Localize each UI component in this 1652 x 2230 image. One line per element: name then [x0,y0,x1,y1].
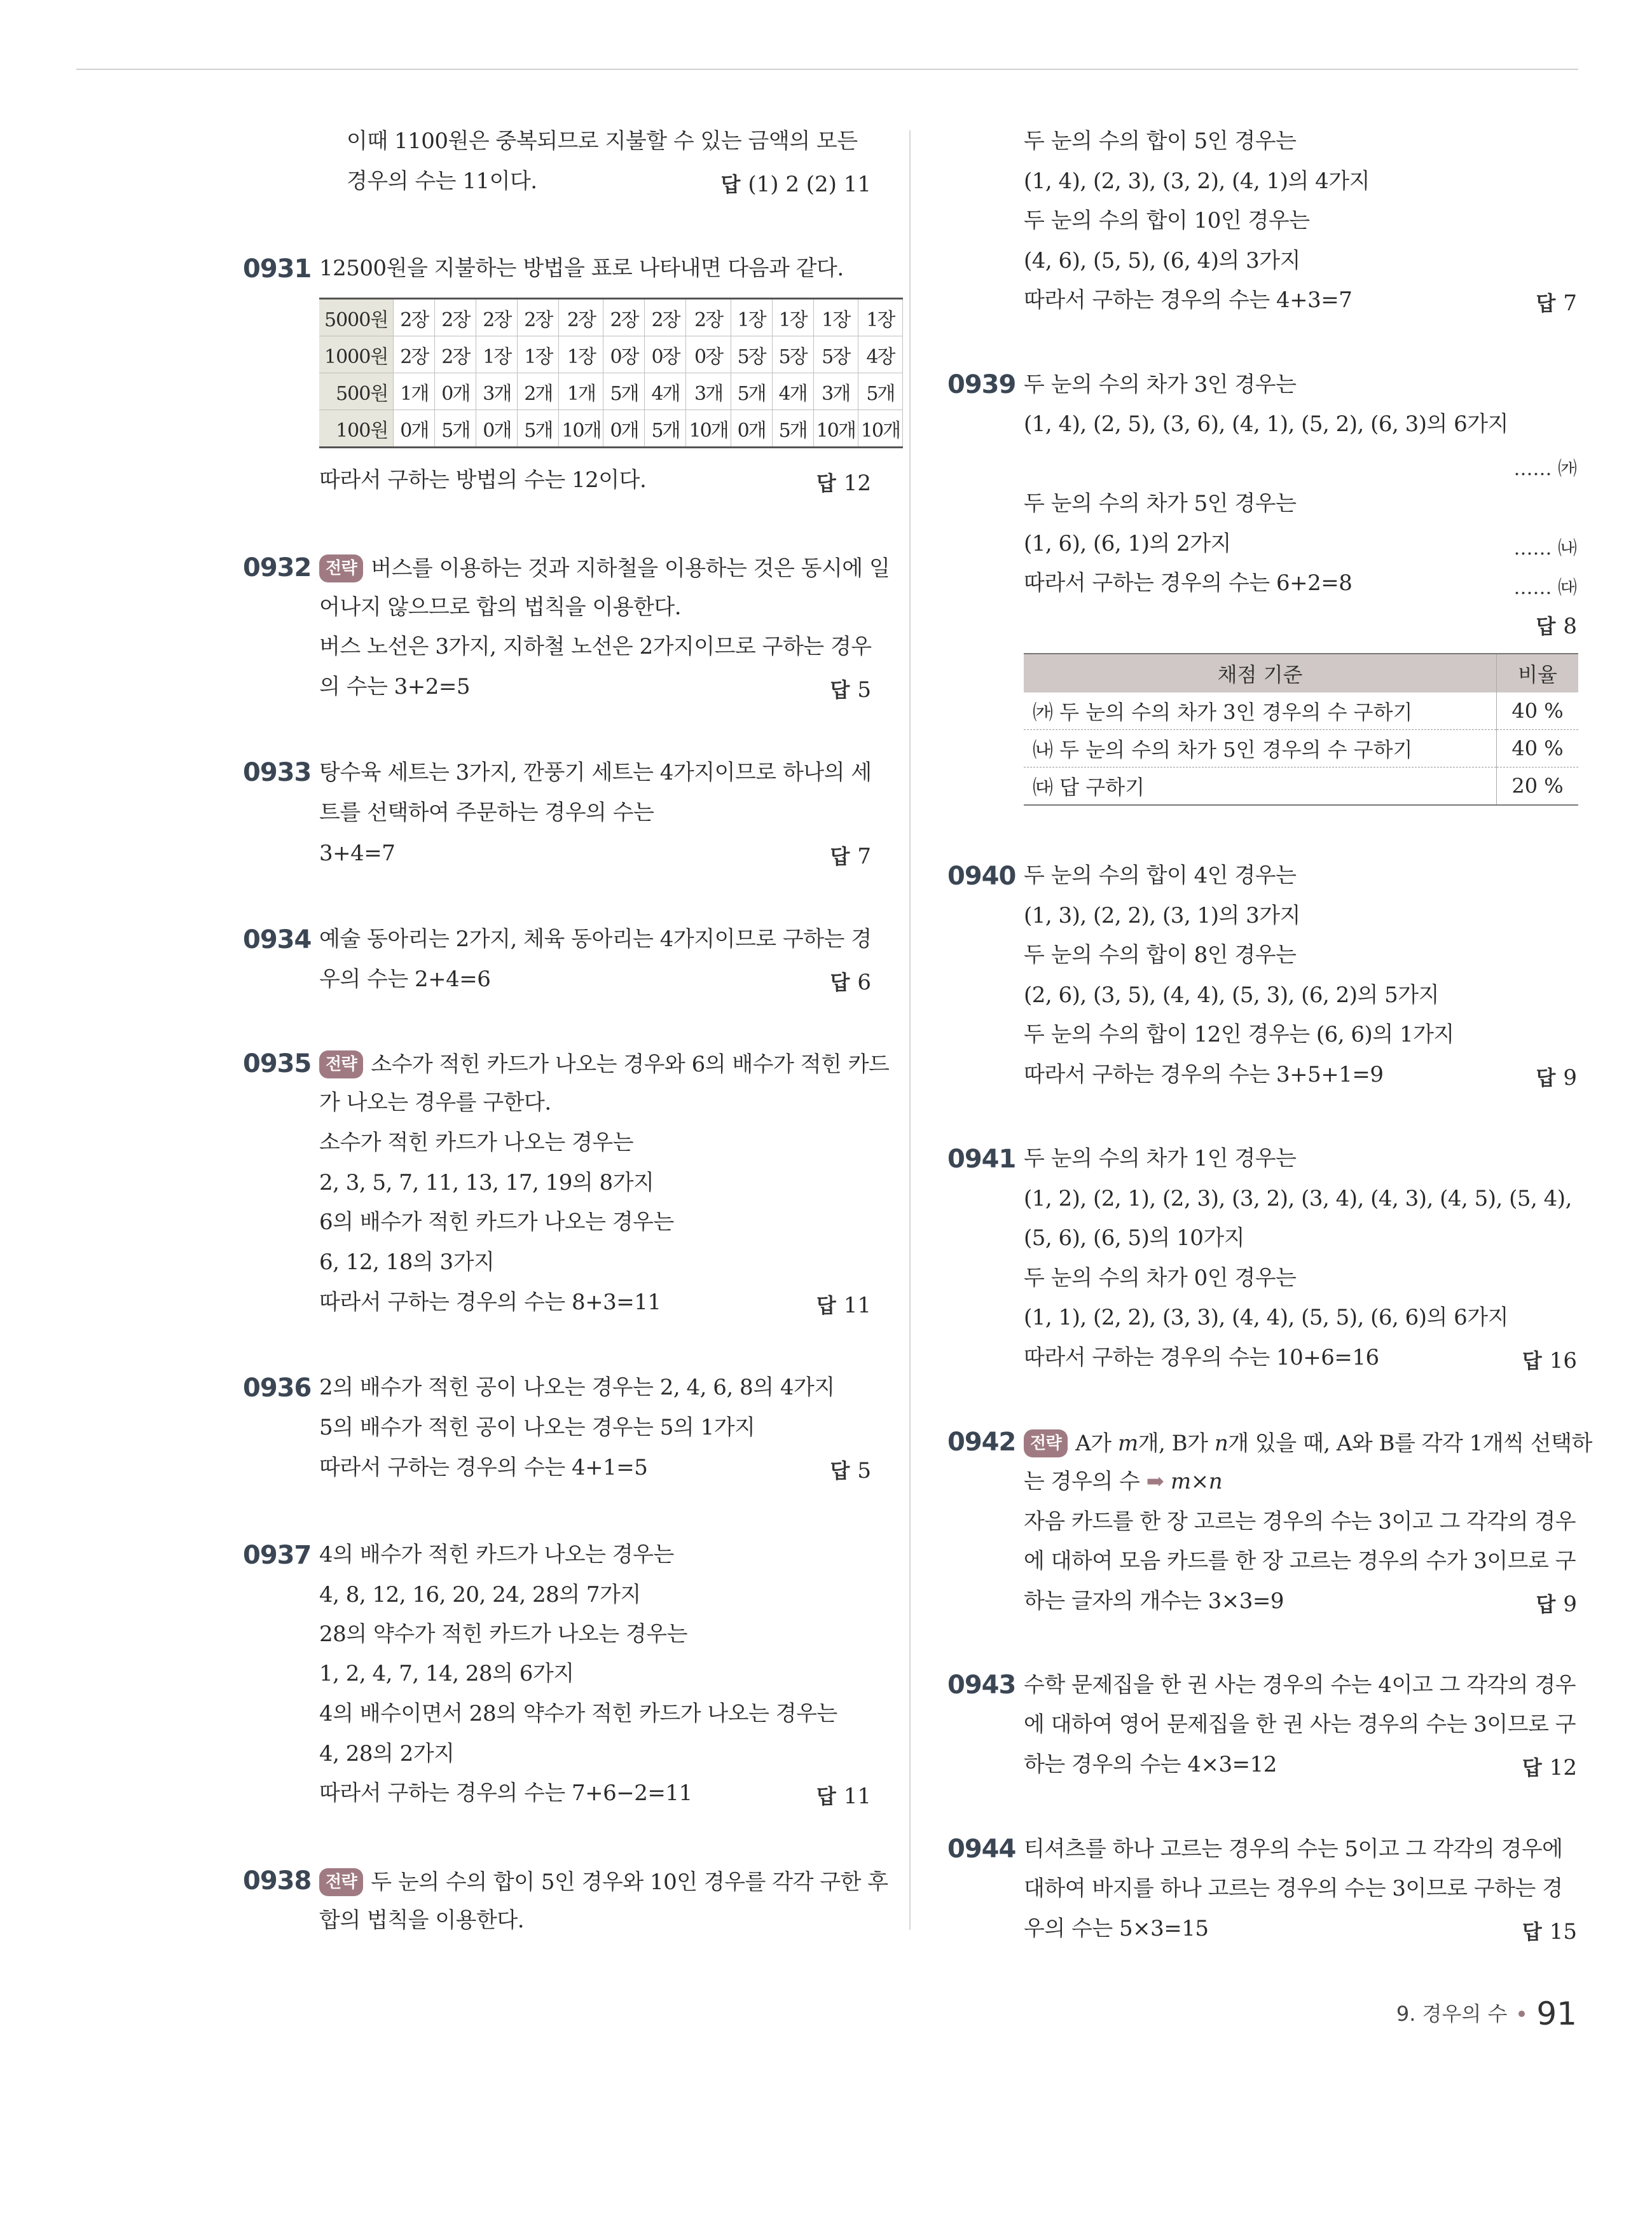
problem-number: 0934 [243,925,312,954]
text-line: 두 눈의 수의 합이 12인 경우는 (6, 6)의 1가지 [1024,1022,1454,1047]
table-cell: 2장 [645,299,686,336]
table-cell: 2장 [435,299,476,336]
table-cell: 3개 [476,373,518,410]
table-cell: 0장 [603,336,645,373]
text-line: (1, 1), (2, 2), (3, 3), (4, 4), (5, 5), (6, 6)의 6가지 [1024,1305,1508,1330]
grading-header-criterion: 채점 기준 [1024,654,1497,692]
table-row [319,336,902,373]
table-row [1024,730,1578,767]
text-line: 4, 8, 12, 16, 20, 24, 28의 7가지 [319,1582,641,1607]
text-line: 대하여 바지를 하나 고르는 경우의 수는 3이므로 구하는 경 [1024,1876,1563,1901]
table-cell: 1장 [518,336,559,373]
table-cell: 0개 [603,410,645,448]
text-line: 합의 법칙을 이용한다. [319,1908,525,1933]
table-cell: 1장 [858,299,902,336]
text-line: 에 대하여 영어 문제집을 한 권 사는 경우의 수는 3이므로 구 [1024,1712,1576,1737]
table-row [1024,692,1578,730]
text-line: (1, 4), (2, 5), (3, 6), (4, 1), (5, 2), (6, 3)의 6가지 [1024,411,1508,437]
table-cell: 3개 [813,373,858,410]
table-cell: 2장 [435,336,476,373]
answer: 답 9 [1536,1065,1577,1091]
answer: 답 (1) 2 (2) 11 [720,172,871,197]
text-line: 자음 카드를 한 장 고르는 경우의 수는 3이고 그 각각의 경우 [1024,1509,1576,1534]
answer: 답 9 [1536,1592,1577,1617]
text-line: 수학 문제집을 한 권 사는 경우의 수는 4이고 그 각각의 경우 [1024,1672,1576,1698]
text-line: (1, 2), (2, 1), (2, 3), (3, 2), (3, 4), (4, 3), (4, 5), (5, 4), [1024,1186,1572,1211]
text-line: 5의 배수가 적힌 공이 나오는 경우는 5의 1가지 [319,1415,755,1440]
text-line: 하는 경우의 수는 4×3=12 [1024,1752,1277,1777]
text-line: 전략 소수가 적힌 카드가 나오는 경우와 6의 배수가 적힌 카드 [319,1050,889,1078]
table-row [319,373,902,410]
problem-number: 0932 [243,553,312,582]
problem-number: 0931 [243,254,312,284]
table-cell: 1장 [772,299,813,336]
bullet-dot-icon [1518,2011,1525,2017]
text-line: 따라서 구하는 경우의 수는 8+3=11 [319,1290,661,1315]
table-cell: 1개 [394,373,435,410]
answer: 답 7 [830,844,871,869]
text-line: 소수가 적힌 카드가 나오는 경우는 [319,1130,634,1155]
page-footer [1396,1995,1577,2032]
problem-number: 0935 [243,1049,312,1078]
table-cell: 5개 [518,410,559,448]
table-cell: 2장 [559,299,603,336]
text-line: 이때 1100원은 중복되므로 지불할 수 있는 금액의 모든 [347,128,858,154]
money-table [319,298,903,448]
text-line: 에 대하여 모음 카드를 한 장 고르는 경우의 수가 3이므로 구 [1024,1548,1576,1574]
table-cell: 0개 [394,410,435,448]
table-row [319,410,902,448]
text-line: 티셔츠를 하나 고르는 경우의 수는 5이고 그 각각의 경우에 [1024,1836,1563,1862]
text-line: 28의 약수가 적힌 카드가 나오는 경우는 [319,1621,687,1647]
table-cell: 2개 [518,373,559,410]
text-line: 우의 수는 5×3=15 [1024,1916,1209,1941]
text-line: 두 눈의 수의 차가 0인 경우는 [1024,1265,1297,1291]
table-cell: 5개 [731,373,772,410]
table-cell: 0개 [731,410,772,448]
grading-criterion: ㈏ 두 눈의 수의 차가 5인 경우의 수 구하기 [1024,730,1497,767]
text-line: 두 눈의 수의 합이 4인 경우는 [1024,863,1297,888]
grading-ratio: 40 % [1497,692,1579,730]
top-rule [76,69,1578,70]
row-header: 5000원 [319,299,394,336]
text-line: 6, 12, 18의 3가지 [319,1249,495,1275]
text-line: 어나지 않으므로 합의 법칙을 이용한다. [319,595,682,620]
table-cell: 1장 [476,336,518,373]
table-cell: 5장 [731,336,772,373]
table-cell: 3개 [686,373,731,410]
answer: 답 12 [816,471,871,496]
table-cell: 1개 [559,373,603,410]
table-cell: 1장 [731,299,772,336]
text-line: 두 눈의 수의 합이 10인 경우는 [1024,208,1310,233]
table-cell: 2장 [394,336,435,373]
answer: 답 5 [830,677,871,703]
text-line: 트를 선택하여 주문하는 경우의 수는 [319,800,654,825]
grading-header-ratio: 비율 [1497,654,1579,692]
text-line: 는 경우의 수 ➡ m×n [1024,1469,1223,1494]
answer: 답 16 [1522,1348,1577,1373]
table-cell: 0개 [476,410,518,448]
table-cell: 5장 [772,336,813,373]
score-mark: …… ㈏ [1513,537,1577,560]
answer: 답 12 [1522,1755,1577,1780]
text-line: 가 나오는 경우를 구한다. [319,1090,551,1115]
text-line: (2, 6), (3, 5), (4, 4), (5, 3), (6, 2)의 5가지 [1024,982,1439,1008]
table-cell: 5개 [435,410,476,448]
text-line: 전략 A가 m개, B가 n개 있을 때, A와 B를 각각 1개씩 선택하 [1024,1429,1592,1457]
answer: 답 8 [1536,614,1577,639]
grading-ratio: 20 % [1497,767,1579,806]
problem-number: 0940 [947,862,1016,891]
text-line: 2, 3, 5, 7, 11, 13, 17, 19의 8가지 [319,1170,654,1195]
text-line: 따라서 구하는 방법의 수는 12이다. [319,467,647,493]
text-line: 따라서 구하는 경우의 수는 3+5+1=9 [1024,1062,1384,1087]
text-line: 12500원을 지불하는 방법을 표로 나타내면 다음과 같다. [319,256,844,281]
text-line: 따라서 구하는 경우의 수는 4+1=5 [319,1455,648,1480]
table-cell: 5개 [645,410,686,448]
answer: 답 11 [816,1293,871,1318]
table-cell: 10개 [858,410,902,448]
problem-number: 0941 [947,1145,1016,1174]
text-line: 따라서 구하는 경우의 수는 4+3=7 [1024,287,1353,313]
text-line: 두 눈의 수의 합이 5인 경우는 [1024,128,1297,154]
table-row [1024,767,1578,806]
text-line: (5, 6), (6, 5)의 10가지 [1024,1225,1245,1251]
answer: 답 11 [816,1784,871,1809]
strategy-badge: 전략 [319,1868,363,1896]
score-mark: …… ㈎ [1513,458,1577,480]
text-line: 1, 2, 4, 7, 14, 28의 6가지 [319,1661,574,1686]
text-line: 경우의 수는 11이다. [347,169,537,194]
table-cell: 0장 [686,336,731,373]
table-cell: 5개 [772,410,813,448]
arrow-icon: ➡ [1146,1469,1164,1494]
answer: 답 7 [1536,291,1577,316]
text-line: 3+4=7 [319,841,396,866]
column-divider [909,130,911,1930]
problem-number: 0938 [243,1866,312,1896]
problem-number: 0937 [243,1541,312,1570]
text-line: 하는 글자의 개수는 3×3=9 [1024,1588,1284,1614]
table-cell: 5개 [858,373,902,410]
text-line: 4의 배수가 적힌 카드가 나오는 경우는 [319,1542,674,1567]
strategy-badge: 전략 [319,554,363,582]
grading-ratio: 40 % [1497,730,1579,767]
answer: 답 6 [830,970,871,995]
text-line: 2의 배수가 적힌 공이 나오는 경우는 2, 4, 6, 8의 4가지 [319,1375,835,1400]
text-line: 두 눈의 수의 차가 1인 경우는 [1024,1146,1297,1171]
strategy-badge: 전략 [319,1050,363,1078]
text-line: 따라서 구하는 경우의 수는 10+6=16 [1024,1345,1379,1370]
table-cell: 4장 [858,336,902,373]
table-cell: 2장 [394,299,435,336]
text-line: 두 눈의 수의 합이 8인 경우는 [1024,942,1297,968]
text-line: 4, 28의 2가지 [319,1741,455,1766]
text-line: 전략 버스를 이용하는 것과 지하철을 이용하는 것은 동시에 일 [319,554,890,582]
chapter-title: 9. 경우의 수 [1396,2002,1508,2026]
table-cell: 2장 [518,299,559,336]
text-line: 예술 동아리는 2가지, 체육 동아리는 4가지이므로 구하는 경 [319,926,872,952]
problem-number: 0936 [243,1373,312,1403]
grading-table [1024,653,1578,806]
text-line: 두 눈의 수의 차가 5인 경우는 [1024,491,1297,516]
text-line: (1, 3), (2, 2), (3, 1)의 3가지 [1024,903,1300,928]
table-cell: 5장 [813,336,858,373]
text-line: (1, 4), (2, 3), (3, 2), (4, 1)의 4가지 [1024,169,1370,194]
text-line: 따라서 구하는 경우의 수는 7+6−2=11 [319,1780,692,1806]
text-line: 탕수육 세트는 3가지, 깐풍기 세트는 4가지이므로 하나의 세 [319,760,872,785]
text-line: 우의 수는 2+4=6 [319,967,491,992]
table-cell: 0개 [435,373,476,410]
strategy-badge: 전략 [1024,1429,1068,1457]
table-cell: 10개 [813,410,858,448]
row-header: 100원 [319,410,394,448]
text-line: 버스 노선은 3가지, 지하철 노선은 2가지이므로 구하는 경우 [319,634,872,659]
problem-number: 0933 [243,758,312,787]
table-cell: 0장 [645,336,686,373]
text-line: 따라서 구하는 경우의 수는 6+2=8 [1024,570,1353,596]
problem-number: 0944 [947,1834,1016,1864]
grading-criterion: ㈎ 두 눈의 수의 차가 3인 경우의 수 구하기 [1024,692,1497,730]
table-cell: 2장 [603,299,645,336]
table-cell: 2장 [476,299,518,336]
table-cell: 4개 [772,373,813,410]
grading-criterion: ㈐ 답 구하기 [1024,767,1497,806]
table-cell: 10개 [559,410,603,448]
text-line: 두 눈의 수의 차가 3인 경우는 [1024,372,1297,397]
table-cell: 2장 [686,299,731,336]
text-line: (1, 6), (6, 1)의 2가지 [1024,531,1231,556]
table-cell: 5개 [603,373,645,410]
problem-number: 0943 [947,1670,1016,1700]
table-row [319,299,902,336]
table-cell: 10개 [686,410,731,448]
text-line: 전략 두 눈의 수의 합이 5인 경우와 10인 경우를 각각 구한 후 [319,1868,888,1896]
table-cell: 4개 [645,373,686,410]
table-cell: 1장 [813,299,858,336]
text-line: 6의 배수가 적힌 카드가 나오는 경우는 [319,1209,674,1235]
text-line: 4의 배수이면서 28의 약수가 적힌 카드가 나오는 경우는 [319,1701,837,1726]
text-line: (4, 6), (5, 5), (6, 4)의 3가지 [1024,248,1300,273]
table-cell: 1장 [559,336,603,373]
answer: 답 15 [1522,1919,1577,1944]
answer: 답 5 [830,1458,871,1483]
page-number: 91 [1536,1995,1577,2032]
row-header: 1000원 [319,336,394,373]
problem-number: 0939 [947,370,1016,399]
row-header: 500원 [319,373,394,410]
score-mark: …… ㈐ [1513,577,1577,599]
text-line: 의 수는 3+2=5 [319,674,471,699]
problem-number: 0942 [947,1428,1016,1457]
